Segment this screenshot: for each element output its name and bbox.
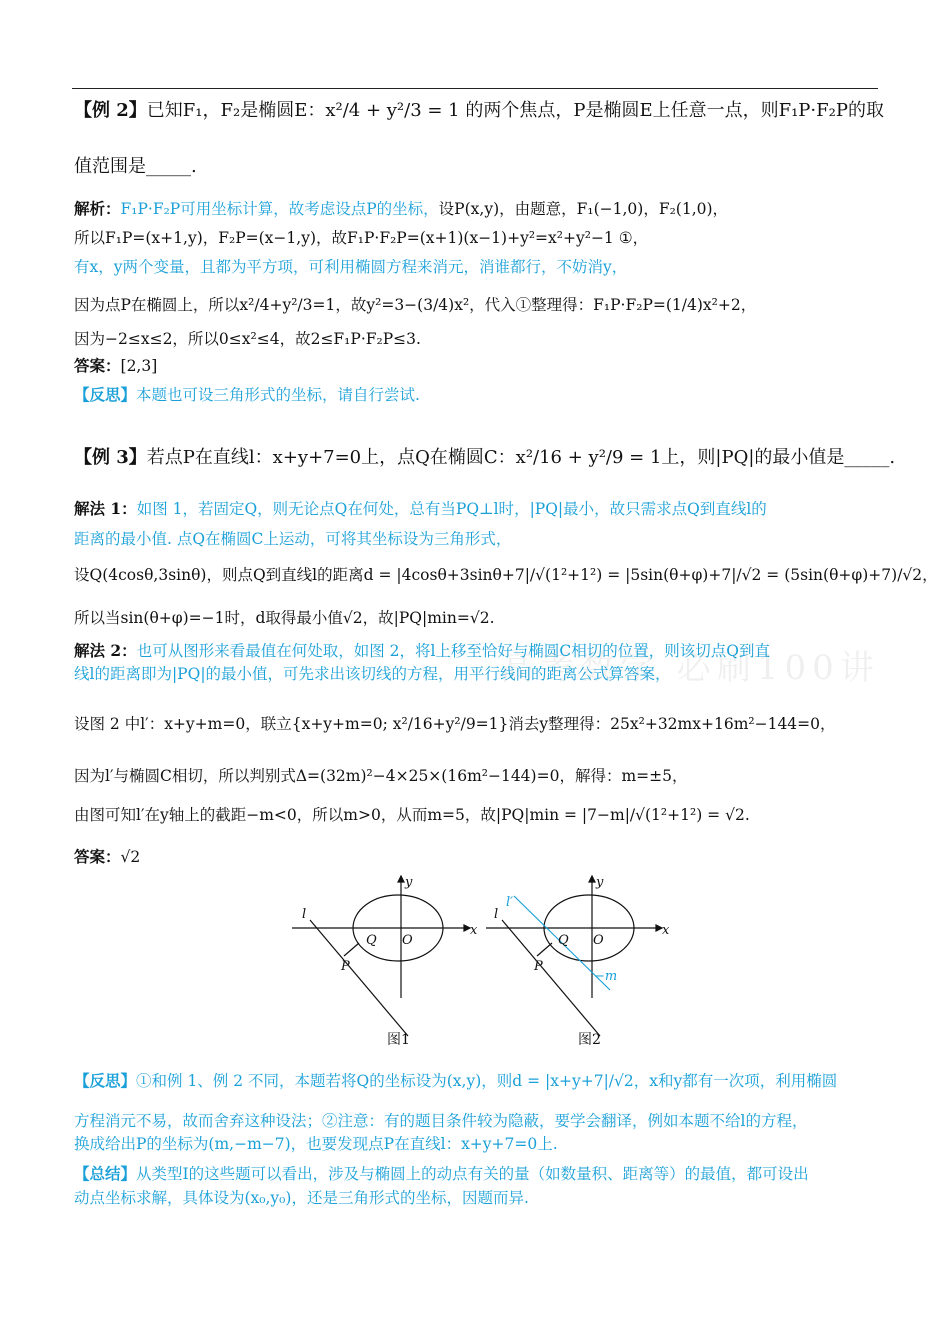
ex3-summary-line1 xyxy=(74,1165,809,1184)
ex3-method2-line3: 设图 2 中l′：x+y+m=0，联立{x+y+m=0; x²/16+y²/9=1}消去y整理得：25x²+32mx+16m²−144=0， xyxy=(74,715,836,733)
ex3-answer-label: 答案： xyxy=(74,847,121,866)
ex3-method1-line4: 所以当sin(θ+φ)=−1时，d取得最小值√2，故|PQ|min=√2. xyxy=(74,609,495,627)
fig1-y-arrow xyxy=(398,876,404,882)
ex2-reflection xyxy=(74,386,420,405)
ex3-method2-text1: 也可从图形来看最值在何处取，如图 2，将l上移至恰好与椭圆C相切的位置，则该切点Q到直 xyxy=(136,642,771,660)
ex2-question-line2: 值范围是_____. xyxy=(74,156,197,177)
ex2-question-line1 xyxy=(74,100,884,122)
fig1-label-p: P xyxy=(341,959,350,974)
ex3-reflect-label: 【反思】 xyxy=(74,1071,137,1090)
figure-1 xyxy=(292,876,470,1036)
ex3-summary-text1: 从类型Ⅰ的这些题可以看出，涉及与椭圆上的动点有关的量（如数量积、距离等）的最值，都可设出 xyxy=(136,1165,809,1183)
ellipse-figures xyxy=(280,868,680,1058)
ex2-question-text: 已知F₁，F₂是椭圆E：x²/4 + y²/3 = 1 的两个焦点，P是椭圆E上任意一点，则F₁P·F₂P的取 xyxy=(146,100,884,121)
ex2-reflect-label: 【反思】 xyxy=(74,385,137,404)
fig2-label-l: l xyxy=(494,907,499,922)
ex3-method2-line4: 因为l′与椭圆C相切，所以判别式Δ=(32m)²−4×25×(16m²−144)=0，解得：m=±5， xyxy=(74,767,688,785)
ex3-method1-line2: 距离的最小值. 点Q在椭圆C上运动，可将其坐标设为三角形式， xyxy=(74,530,512,548)
fig1-segment-pq xyxy=(344,943,359,956)
ex2-reflect-text: 本题也可设三角形式的坐标，请自行尝试. xyxy=(136,386,420,404)
ex3-answer xyxy=(74,848,140,867)
ex2-solution-hint: F₁P·F₂P可用坐标计算，故考虑设点P的坐标， xyxy=(120,200,439,218)
fig1-label-y: y xyxy=(405,875,413,890)
ex2-answer-label: 答案： xyxy=(74,356,121,375)
ex2-title: 【例 2】 xyxy=(74,100,147,121)
figure-2-caption: 图2 xyxy=(578,1032,601,1048)
fig2-label-y: y xyxy=(596,875,604,890)
ex3-method2-line1 xyxy=(74,642,770,661)
figure-1-caption: 图1 xyxy=(387,1032,410,1048)
ex3-title: 【例 3】 xyxy=(74,447,147,468)
ex3-answer-value: √2 xyxy=(120,848,141,866)
fig2-y-arrow xyxy=(589,876,595,882)
fig1-label-l: l xyxy=(302,907,307,922)
ex3-method1-line1 xyxy=(74,500,767,519)
ex3-method2-line2: 线l的距离即为|PQ|的最小值，可先求出该切线的方程，用平行线间的距离公式算答案， xyxy=(74,665,671,683)
fig1-label-o: O xyxy=(402,933,413,948)
fig2-label-x: x xyxy=(662,923,670,938)
fig1-line-l xyxy=(310,920,408,1036)
fig2-segment-pq xyxy=(537,943,552,956)
ex3-reflection-line1 xyxy=(74,1072,837,1091)
fig1-label-q: Q xyxy=(366,933,377,948)
ex3-reflection-line3: 换成给出P的坐标为(m,−m−7)，也要发现点P在直线l：x+y+7=0上. xyxy=(74,1135,558,1153)
ex2-solution-line4: 因为点P在椭圆上，所以x²/4+y²/3=1，故y²=3−(3/4)x²，代入①整理得：F₁P·F₂P=(1/4)x²+2， xyxy=(74,296,757,314)
ex3-reflection-line2: 方程消元不易，故而舍弃这种设法；②注意：有的题目条件较为隐蔽，要学会翻译，例如本题不给l的方程， xyxy=(74,1112,808,1130)
watermark: 高考数学 必刷100讲 xyxy=(500,648,880,688)
ex3-summary-line2: 动点坐标求解，具体设为(x₀,y₀)，还是三角形式的坐标，因题而异. xyxy=(74,1189,529,1207)
ex3-method1-label: 解法 1： xyxy=(74,499,137,518)
ex2-answer xyxy=(74,357,157,376)
ex2-solution-text: 设P(x,y)，由题意，F₁(−1,0)，F₂(1,0)， xyxy=(438,200,729,218)
ex3-method2-label: 解法 2： xyxy=(74,641,137,660)
ex3-question xyxy=(74,447,895,469)
fig2-label-q: Q xyxy=(558,933,569,948)
ex3-method1-text1: 如图 1，若固定Q，则无论点Q在何处，总有当PQ⊥l时，|PQ|最小，故只需求点Q到直线l的 xyxy=(136,500,767,518)
fig2-label-o: O xyxy=(593,933,604,948)
ex3-reflect-text1: ①和例 1、例 2 不同，本题若将Q的坐标设为(x,y)，则d = |x+y+7|/√2，x和y都有一次项，利用椭圆 xyxy=(136,1072,838,1090)
ex3-method2-line5: 由图可知l′在y轴上的截距−m<0，所以m>0，从而m=5，故|PQ|min = |7−m|/√(1²+1²) = √2. xyxy=(74,806,750,824)
top-rule xyxy=(72,88,878,89)
ex3-summary-label: 【总结】 xyxy=(74,1164,137,1183)
ex3-method1-line3: 设Q(4cosθ,3sinθ)，则点Q到直线l的距离d = |4cosθ+3sinθ+7|/√(1²+1²) = |5sin(θ+φ)+7|/√2 = (5sin(θ+φ)+7)/√2， xyxy=(74,566,938,584)
ex3-question-text: 若点P在直线l：x+y+7=0上，点Q在椭圆C：x²/16 + y²/9 = 1上，则|PQ|的最小值是_____. xyxy=(146,447,896,468)
fig2-label-p: P xyxy=(534,959,543,974)
fig2-line-l xyxy=(502,920,600,1036)
ex2-solution-line3: 有x，y两个变量，且都为平方项，可利用椭圆方程来消元，消谁都行，不妨消y， xyxy=(74,258,628,276)
ex2-solution-line1 xyxy=(74,200,728,219)
ex2-solution-label: 解析： xyxy=(74,199,121,218)
fig2-label-minus-m: −m xyxy=(594,969,618,984)
ex2-solution-line5: 因为−2≤x≤2，所以0≤x²≤4，故2≤F₁P·F₂P≤3. xyxy=(74,330,421,348)
fig1-label-x: x xyxy=(470,923,478,938)
fig2-label-lprime: l′ xyxy=(506,895,514,910)
ex2-solution-line2: 所以F₁P=(x+1,y)，F₂P=(x−1,y)，故F₁P·F₂P=(x+1)(x−1)+y²=x²+y²−1 ①， xyxy=(74,229,649,247)
ex2-answer-value: [2,3] xyxy=(120,357,158,375)
